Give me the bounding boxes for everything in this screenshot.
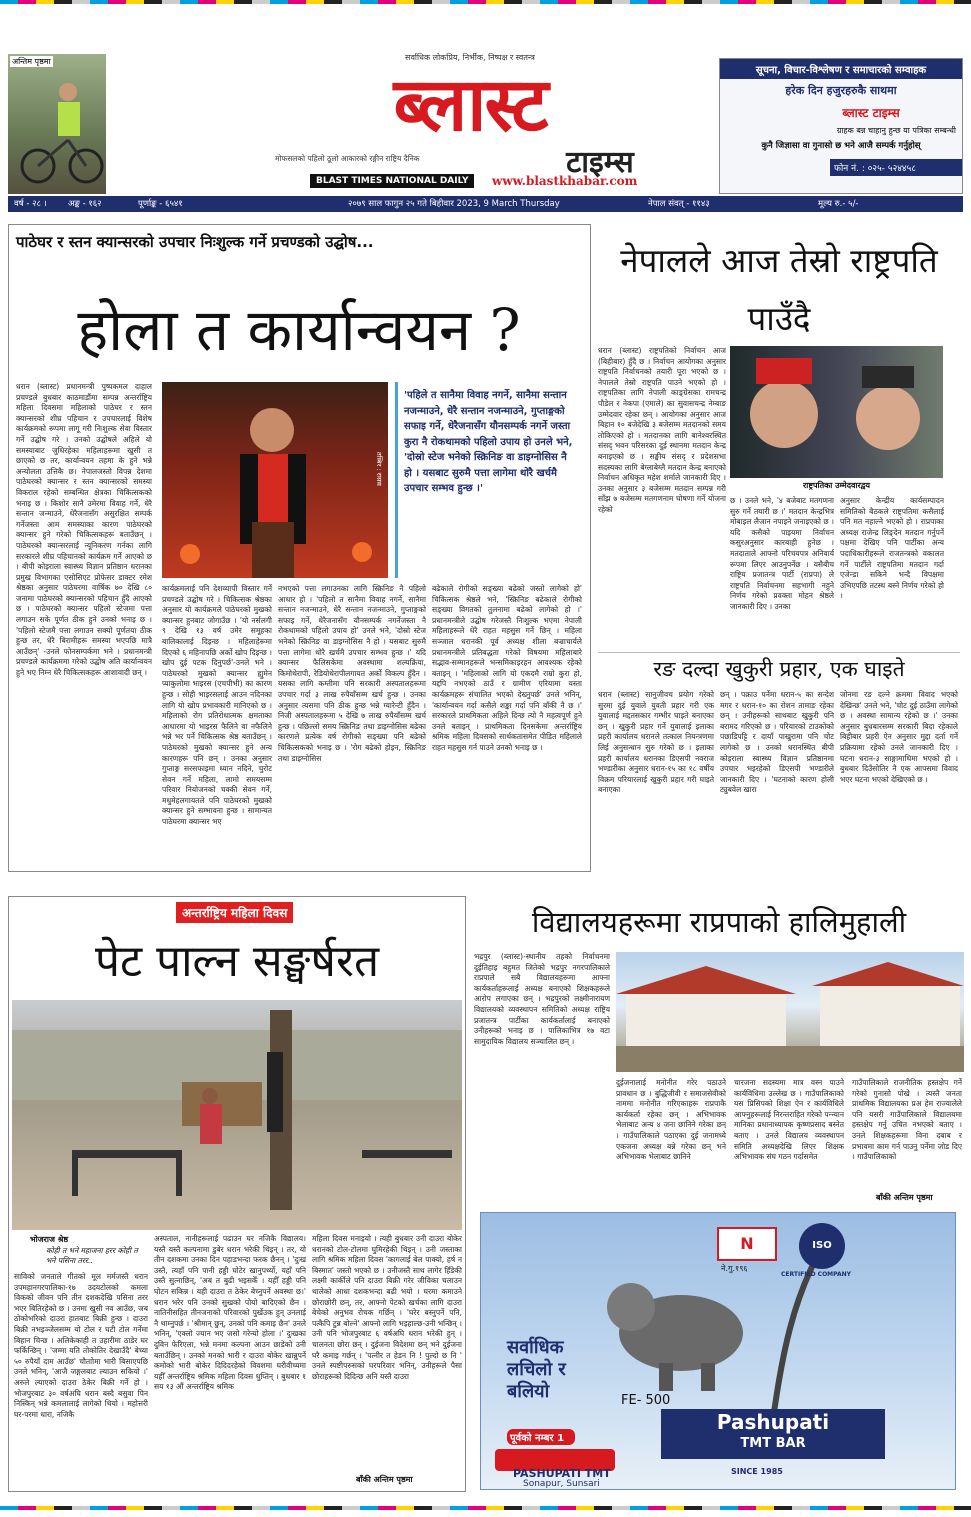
sub-ad-phone: फोन नं. : ०२५- ५२४४५८ <box>830 159 962 176</box>
badge-line: पूर्वको नम्बर <box>510 1433 554 1444</box>
school-building-illustration <box>616 952 964 1072</box>
story1-headline: होला त कार्यान्वयन ? <box>77 296 521 364</box>
masthead-logo <box>270 60 670 150</box>
story3-col3: जोनमा रङ दल्ने क्रममा विवाद भएको देखिन्छ' उनले भने, 'चोट दुई ठाउँमा लागेको छ । अवस्था सामान्य रहेको छ ।' उनका अनुसार बुधबारसम्म सरकारी बिदा रहेकाले बिहीबार प्रहरी ऐन अनुसार मुद्दा दर्ता गर्ने प्रक्रियामा रहेको उनले जानकारी दिए । घटना धरान-३ साङ्गामाथिमा भएको हो । बुधबार दिउँसोतिर नै एक आपसमा विवाद भएर घटना भएको देखिएको छ । <box>840 690 958 784</box>
badge-num: 1 <box>557 1433 565 1444</box>
dateline-price: मूल्य रु.- ५/- <box>818 199 859 209</box>
sub-ad-head: सूचना, विचार-विश्लेषण र समाचारको सम्वाहक <box>720 59 962 79</box>
story5-col1: दुईजनालाई मनोनीत गरेर पठाउने प्रावधान छ । बुद्धिजीवी र समाजसेवीको नाममा मनोनीत गरिएकाहरू राप्रपाकै कार्यकर्ता रहेका छन् । अभिभावक भेलाबाट अन्य ४ जना छानिने गरेका छन् । गाउँपालिकाले पठाएका दुई जनामध्ये एकजना अध्यक्ष बन्ने गरेका छन् भने अभिभावक भेलाबाट छानिने <box>616 1078 726 1162</box>
pashupati-logo <box>661 1409 885 1459</box>
story2-col3: अनुसार केन्द्रीय कार्यसम्पादन समितिको बैठकले राष्ट्रपतिमा कसैलाई पनि मत नहाल्ने भएको हो । राप्रपाका अध्यक्ष राजेन्द्र लिङ्देन मतदान गर्नुपर्ने पक्षमा देखिए पनि पार्टीका अन्य पदाधिकारीहरूले राजतन्त्रको वकालत गर्ने पार्टीले राष्ट्रपतिमा मतदान गर्दा एजेन्डा सकिने भन्दै विपक्षमा उभिएपछि तटस्थ बस्ने निर्णय गरेको हो । <box>840 496 944 601</box>
cyclist-photo <box>8 54 106 194</box>
story5-col-top: भद्रपुर (ब्लास्ट)-स्थानीय तहको निर्वाचनमा दुईतिहाइ बहुमत जितेको भद्रपुर नगरपालिकाले राप्रपाले सबै विद्यालयहरूमा आफ्ना कार्यकर्ताहरूलाई अध्यक्ष बनाएको शिक्षकहरूले आरोप लगाएका छन् । भद्रपुरको लक्ष्मीनारायण विद्यालयको व्यवस्थापन समितिको अध्यक्ष राष्ट्रिय प्रजातन्त्र पार्टीका कार्यकर्तालाई बनाएको उनीहरूको भनाइ छ । पालिकाभित्र १७ वटा सामुदायिक विद्यालय सञ्चालित छन् । <box>474 952 610 1046</box>
story5-col2: चारजना सदस्यमा मात्र वस्न पाउने कार्यविधिमा उल्लेख छ । गाउँपालिकाको यस प्रिसिपको शिक्षा ऐन र कार्यविधिले आफ्नुहरूलाई निरन्तराहित गरेको पन्न्यान मानिका प्रधानाध्यापक कृष्णप्रसाद बस्नेत बताए । उनले विद्यालय व्यवस्थापन समिति अध्यक्षदेखि लिएर शिक्षक अभिभावक संघ गठन गर्दासमेत <box>734 1078 844 1162</box>
story4-headline: पेट पाल्न सङ्घर्षरत <box>94 936 380 987</box>
english-name: BLAST TIMES NATIONAL DAILY <box>310 174 474 188</box>
advert-headline: सर्वाधिक लचिलो र बलियो <box>507 1337 566 1402</box>
story1-col1: धरान (ब्लास्ट) प्रधानमन्त्री पुष्पकमल दाहाल प्रचण्डले बुधबार काठमाडौंमा सम्पन्न अन्तर्राष्ट्रिय महिला दिवसमा महिलाको पाठेघर र स्तन क्यान्सरको शीघ्र पहिचान र उपचारलाई विशेष कार्यक्रमको रूपमा लागू गरी निःशुल्क सेवा विस्तार गर्ने उद्घोष गरे । उनको उद्घोषले अहिले यो समस्याबाट जुधिरहेका महिलाहरूमा खुसी त छाएको छ तर, कार्यान्वयन तहमा के हुने भन्ने अन्योलता उत्तिकै छ। नेपालजस्तो विपन्न देशमा पाठेघरको क्यान्सर र स्तन क्यान्सरको समस्या विकराल रहेको सम्बन्धित क्षेत्रका चिकित्सकको भनाइ छ । किशोर सानै उमेरमा विवाह गर्ने, धेरै सन्तान जन्माउने, धेरैजनासँग असुरक्षित सम्पर्क गर्नेजस्ता आम समस्याका कारण पाठेघरको क्यान्सर हुने गरेको चिकित्सकहरू बताउँछन् । पाठेघरको क्यान्सरलाई न्यूनिकरण गर्नका लागि सरकारले शीघ्र पहिचानको कार्यक्रम गर्ने आएको छ । बीपी कोइराला स्वास्थ्य विज्ञान प्रतिष्ठान धरानका प्रमुख विभागका एसोसिएट प्रोफेसर डाक्टर रमेश श्रेष्ठका अनुसार पाठेघरमा वार्षिक ७० देखि ८० जनामा पाठेघरको क्यान्सरको पहिचान हुँदै आएको छ । पाठेघरको क्यान्सर पहिलो स्टेजमा पत्ता लगाउन सके पूर्णत ठीक हुने उनको भनाइ छ । 'पहिलो स्टेजमै पत्ता लगाउन सक्यो पूर्णतया ठीक हुन्छ तर, धेरै बिरामीहरू समस्या भएपछि मात्रै आउँछन्' -उनले फोनसम्पर्कमा भने । प्रधानमन्त्री प्रचण्डले कार्यक्रममा गरेको उद्घोष अति कार्यान्वयन हुने भए निम्न धेरै चिकित्सकहरू आशावादी छन् । <box>16 382 152 678</box>
story1-photo <box>162 382 388 578</box>
story1-col3: नभएको पत्ता लगाउनका लागि स्क्रिनिङ नै पहिलो आधार हो । 'पहिलो त सानैमा विवाह नगर्ने, सानैमा सन्तान नजन्माउने, धेरै सन्तान नजन्माउने, गुप्ताङ्गको सफाइ गर्ने, धेरैजनासँग यौनसम्पर्क नगर्नेजस्ता नै रोकथामको पहिलो उपाय हो' उनले भने, 'दोस्रो स्टेज भनेको स्क्रिनिङ वा डाइग्नोसिस नै हो । यसबाट सुरुमै पत्ता लागेमा थोरै खर्चमै उपचार सम्भव हुन्छ ।' यदि क्यान्सर फैलिसकेमा अवस्थामा शल्यक्रिया, किमोथेरापी, रेडियोथेरापीलगायत अर्को विकल्प हुँदैन । यसका लागि कम्तीमा पनि सरकारी अस्पतालहरूमा उपचार गर्दा ३ लाख रुपैयाँसम्म खर्च हुन्छ । उनका अनुसार त्यसमा पनि ठीक हुन्छ भन्ने ग्यारेन्टी हुँदैन । निजी अस्पतालहरूमा ५ देखि ७ लाख रुपैयाँसम्म खर्च हुन्छ । पछिल्लो समय स्क्रिनिङ तथा डाइग्नोसिस बढेका कारणले प्रत्येक वर्ष रोगीको सङ्ख्या पनि बढेको चिकित्सकको भनाइ छ । 'रोग बढेको होइन, स्क्रिनिङ तथा डाइग्नोसिस <box>278 584 426 763</box>
story2-photo-caption: राष्ट्रपतिका उम्मेदवारद्वय <box>802 481 871 490</box>
registration-strip-bottom <box>0 1506 971 1510</box>
dateline-issue: अङ्क - १६२ <box>68 199 102 209</box>
dateline-total: पूर्णाङ्क - ६५४१ <box>138 199 183 209</box>
story4-photo <box>12 1000 462 1230</box>
story3-headline: रङ दल्दा खुकुरी प्रहार, एक घाइते <box>598 652 960 685</box>
woman-firewood-illustration <box>12 1000 462 1230</box>
story4-byline: भोजराज श्रेष्ठ <box>30 1235 69 1244</box>
elephant-illustration <box>601 1263 761 1393</box>
pashupati-advert[interactable] <box>480 1212 956 1490</box>
brand-name: Pashupati <box>716 1410 830 1434</box>
company-location: Sonapur, Sunsari <box>523 1479 600 1489</box>
site-url[interactable]: www.blastkhabar.com <box>492 174 638 188</box>
dateline-nepal-sambat: नेपाल संवत् - ११४३ <box>648 199 710 209</box>
story4-col1: साविको जनताले गीतको मूल मर्मजस्तै धरान उपमहानगरपालिका-१७ उदयटोलको कमला विकको जीवन पनि तीन दशकदेखि पसिना तरर भएर बितिरहेको छ । उनमा खुसी नव आउँछ, जब ठोकोभरिको दाउरा हातबाट बिक्री हुन्छ । दाउरा बिक्री नभइञ्जेलसम्म यो टोल र घटी टोल गर्नेमा बिहान चिन्छ । अलिकेकाही त उहारीमा ठाडेर घर फर्किन्छिन् । 'जम्मा यति तोकोतिर देखाउँदै' बेच्या ५० रुपैयाँ दाम आउँछ' चौताोमा भारी बिसाएपछि उनले भनिन्, 'आजै जङ्गलबाट ल्याउन सकियो ।' अरुले ल्याएको दाउरा ठेकेर बिक्री गर्ने हो । भोजपुरबाट ३० वर्षअघि धरान बस्दै बसुवा पिन निस्किन् भन्ने कमलालाई लागेको थियो । महोत्तरी घर-परमा धारा, नजिकै <box>14 1272 148 1419</box>
story1-photo-credit: तस्बिर : रासस <box>375 452 383 486</box>
registration-strip-top <box>0 0 971 4</box>
story2-photo <box>730 346 943 478</box>
company-name: PASHUPATI TMT <box>513 1467 611 1480</box>
story4-col3: महिला दिवस मनाइयो । त्यही बुधबार उनी दाउरा बोकेर धरानको टोल-टोलमा घुमिरहेकी थिइन् । उनी जस्ताका लागि श्रमिक महिला दिवस 'कागलाई बेल पाक्यो, हर्ष न बिस्मात' जस्तो भएको छ । उनीजस्तै साथ लागेर हिँडेकी लक्ष्मी कार्कीले पनि दाउरा बिक्री गरेर जीविका चलाउन थालेको आधा दशकभन्दा बढी भयो । घरमा कमाउने छोराछोरी छन्, तर, आफ्नो पेटको खर्चका लागि दाउरा बेचेको अनुभव रोचक गर्छिन् । 'घरेर बस्नुपर्ने पनि, पत्कैपि टुन्न बोल्ने' आफ्नो लागि भइहाल्छ-उनी भन्छिन् । उनी पनि भोजपुरबाट ६ वर्षअघि धरान भरेकी हुन् । चालनता छोरा छन् । दुईजना विदेशमा छन् भने दुईजना घरै कमाइ गर्छन् । 'पत्नीर त हेडन नि ! पुल्दो छ नि ' उनले स्पष्टीपरुसको घरपरिवार भनिन्, उनीहरूले पैसा छोराहरूको दिदिन्छ अनि यस्तै दाउरा <box>312 1234 462 1381</box>
cyclist-illustration <box>8 54 106 194</box>
story5-photo <box>616 952 964 1072</box>
story2-headline: नेपालले आज तेस्रो राष्ट्रपति पाउँदै <box>620 241 938 338</box>
masthead-tagline-bottom: मोफसलको पहिलो ठूलो आकारको रङ्गीन राष्ट्रिय दैनिक <box>275 154 420 163</box>
story2-col2: छ । उनले भने, '४ बजेबाट मतगणना सुरु गर्ने तयारी छ ।' मतदान केन्द्रभित्र मोबाइल लैजान नपाइने जनाइएको छ । यदि कसैको पाइयमा निर्वाचन कसुरअनुसार कारबाही हुनेछ । मतदाताले आफ्नो परिचयपत्र अनिवार्य रूपमा लिएर आउनुपर्नेछ । यसैबीच राष्ट्रिय प्रजातन्त्र पार्टी (राप्रपा) ले राष्ट्रपति निर्वाचनमा सहभागी नहुने निर्णय गरेको प्रवक्ता मोहन श्रेष्ठले जानकारी दिए । उनका <box>730 496 834 611</box>
brand-sub: TMT BAR <box>740 1436 806 1451</box>
sub-ad-line3: कुनै जिज्ञासा वा गुनासो छ भने आजै सम्पर्क गर्नुहोस् <box>761 141 921 151</box>
story2-col1: धरान (ब्लास्ट) राष्ट्रपतिको निर्वाचन आज (बिहीबार) हुँदै छ । निर्वाचन आयोगका अनुसार राष्ट्रपति निर्वाचनको तयारी पूरा भएको छ । नेपालले तेस्रो राष्ट्रपति पाउने भएको हो । राष्ट्रपतिका लागि नेपाली काङ्ग्रेसका रामचन्द्र पौडेल र नेकपा (एमाले) का सुवासचन्द्र नेम्बाङ उम्मेदवार रहेका छन् । आयोगका अनुसार आज बिहान १० बजेदेखि ३ बजेसम्म मतदानको समय तोकिएको हो । मतदानका लागि बानेश्वरस्थित संसद् भवन परिसरका दुई स्थानमा मतदान केन्द्र बनाइएको छ । सङ्घीय संसद् र प्रदेशसभा सदस्यका लागि बेग्लाबेग्लै मतदान केन्द्र बनाएको निर्वाचन अधिकृत महेश शर्माले जानकारी दिए । उनका अनुसार ३ बजेसम्म मतदान सम्पन्न गरी साँझ ७ बजेसम्म मतगणनाम घोषणा गर्ने योजना रहेको <box>598 346 726 514</box>
sub-ad-line1: हरेक दिन हजुरहरुकै साथमा <box>785 84 897 97</box>
story4-label: अन्तर्राष्ट्रिय महिला दिवस <box>176 902 293 923</box>
story1-kicker: पाठेघर र स्तन क्यान्सरको उपचार निःशुल्क गर्ने प्रचण्डको उद्घोष... <box>16 233 374 251</box>
story3-col2: छन् । पक्राउ पर्नेमा धरान-५ का सन्देश मगर र धरान-१० का रोशन तामाङ रहेका छन् । उनीहरूको साथबाट खुकुरी पनि बरामद गरिएको छ । परियारको टाउकोको पछाडिपट्टि र दायाँ पाखुरामा पनि चोट लागेको छ । उनको धरानस्थित बीपी कोइराला स्वास्थ्य विज्ञान प्रतिष्ठानमा उपचार भइरहेको डिएसपी भण्डारीले जानकारी दिए । 'घटनाको कारण होली ट्युबवेल खारा <box>720 690 834 795</box>
since-label: SINCE 1985 <box>731 1467 783 1476</box>
story3-col1: धरान (ब्लास्ट) सानुजीवच प्रयोग गरेको सुरमा दुई युवाले युवती प्रहार गरी एक युवालाई मद्दतसकार गम्भीर घाइते बनाएका छन् । खुकुरी प्रहार गर्ने युवालाई इलाका प्रहरी कार्यालय धरानले तत्काल नियन्त्रणमा लिई अनुसन्धान सुरु गरेको छ । इलाका प्रहरी कार्यालय धरानका डिएसपी नवराज भण्डारीका अनुसार धरान-१५ का १८ वर्षीय विक्रम परियारलाई खुकुरी प्रहार गरी घाइते बनाएका <box>598 690 714 795</box>
dateline-year: वर्ष - २८ । <box>14 199 47 209</box>
logo-subtitle: टाइम्स <box>566 145 634 180</box>
prime-minister-illustration <box>162 382 388 578</box>
story1-pull-quote: 'पहिले त सानैमा विवाह नगर्ने, सानैमा सन्तान नजन्माउने, धेरै सन्तान नजन्माउने, गुप्ताङ्गको सफाइ गर्ने, धेरैजनासँग यौनसम्पर्क नगर्ने जस्ता कुरा नै रोकथामको पहिलो उपाय हो उनले भने, 'दोस्रो स्टेज भनेको स्क्रिनिङ वा डाइग्नोसिस नै हो । यसबाट सुरुमै पत्ता लागेमा थोरै खर्चमै उपचार सम्भव हुन्छ ।' <box>395 382 583 578</box>
story1-col2: कार्यक्रमलाई पनि देशव्यापी विस्तार गर्ने प्रचण्डले उद्घोष गरे । चिकित्सक श्रेष्ठका अनुसार यो कार्यक्रमले पाठेघरको मुखको क्यान्सर हुनबाट जोगाउँछ । 'यो नर्सलगी ९ देखि १३ वर्ष उमेर समूहका बालिकालाई दिइन्छ । महिलाहेरूमा दिएको ६ महिनापछि अर्को खोप दिइन्छ । खोप दुई पटक दिनुपर्छ'-उनले भने । पाठेघरको मुखको क्यान्सर ह्युमेन प्याकुलोमा भाइरस (एचपीभी) का कारण हुन्छ । सोही भाइरसलाई आउन नदिनका लागि यो खोप प्रभावकारी मानिएको छ । महिलाको रोग प्रतिरोधात्मक क्षमताका आधारमा यो भाइरस फैलिने वा नफैलिने भन्ने भर पर्ने चिकित्सक श्रेष्ठ बताउँछन् । पाठेघरको मुखको क्यान्सर हुने अन्य कारणहरू पनि छन् । उनका अनुसार गुप्ताङ्ग सरसफाइमा ध्यान नदिने, चुरोट सेवन गर्ने महिला, लामो समयसम्म परिवार नियोजनको चक्की सेवन गर्ने, मधुमेहलगायतले पनि पाठेघरको मुखको क्यान्सर हुने सम्भावना हुन्छ । सामान्यत पाठेघरमा क्यान्सर भए <box>162 584 272 827</box>
iso-badge: ISO <box>799 1223 845 1269</box>
east-number-label <box>507 1429 575 1445</box>
sub-ad-line2: ग्राहक बन्न चाहानु हुन्छ या पत्रिका सम्बन्धी <box>836 126 956 135</box>
subscription-ad <box>719 58 963 194</box>
masthead-tagline-top: सर्वाधिक लोकप्रिय, निर्भीक, निष्पक्ष र स्वतन्त्र <box>405 53 535 62</box>
logo-title: ब्लास्ट <box>393 62 547 148</box>
ns-mark: ने.गु.१९६ <box>721 1264 748 1273</box>
story4-poem: कोही त भने महाजना हरर कोही त भने पसिना तरर.. <box>46 1246 138 1265</box>
certified-label: CERTIFIED COMPANY <box>781 1271 852 1278</box>
story4-col2: अस्पताल, नानीहरूलाई पढाउन घर नजिकै विद्यालय। यस्तै यस्तै कल्पनामा डुबेर धरान भरेकी थिइन् । तर, यो तीन दशकमा उनका दिन पहाडभन्दा फरक छैनन् । 'दुःख उस्तै, त्यहाँ पनि पानी हड्डी घोटेर खानुपर्थ्यो, यहाँ पनि उस्तै सुत्नाछिन्, 'अब त बुढी भइसकेँ । यहीँ हड्डी पनि घोटन सकिन्न । यही दाउरा त ठेकेर बेच्नुपर्ने अवस्था छ।' धरान भरेर पनि उनको सुखको पोयो बादिएको छैन । नातिनीसहित तीनजनाको परिवारको पुर्खेउक हुन् उनलाई नै थाम्नुपर्छ । 'श्रीमान् छुन्, उनको पनि कमाइ छैन' उनले भनिन्, 'एक्लो ज्यान भए जसो गरेन्यो होला ।' दुःखका दुविन फेरिएला, भन्ने मनमा कल्पना आउन छाडेको उनी बताउँछिन् । उनको मनको भारी र दाउरा बोकेर खान्नुपर्ने कमोको भारी बोकेर दिदिदरहेको विवशमा घरीवीच्यमा यहीँ अन्तर्राष्ट्रिय श्रमिक महिला दिवस धुप्तिन् । बुधबार १ सय १३ औं अन्तर्राष्ट्रिय श्रमिक <box>154 1234 306 1392</box>
story5-col3: गाउँपालिकाले राजनीतिक हस्तक्षेप गर्ने गरेको गुनासो पोखे । त्यस्तै जनता प्राथमिक विद्यालयका प्रअ हेम राज्यालेले पनि यसरी गाउँपालिकाले विद्यालयमा हस्तक्षेप गर्नु उचित नभएको बताए । उनले शिक्षकहरूमा विना दबाब र प्रभावमा काम गर्न पाउनु पर्नेमा जोड दिए । गाउँपालिकाको <box>852 1078 962 1162</box>
story5-headline: विद्यालयहरूमा राप्रपाको हालिमुहाली <box>531 905 907 939</box>
story5-continued[interactable]: बाँकी अन्तिम पृष्ठमा <box>876 1193 933 1202</box>
dateline-date: २०७९ साल फागुन २५ गते बिहीवार 2023, 9 March Thursday <box>348 199 560 209</box>
story1-col4: बढेकाले रोगीको सङ्ख्या बढेको जस्तो लागेको हो' चिकित्सक श्रेष्ठले भने, 'स्क्रिनिङ बढेकाले रोगीको सङ्ख्या विगतको तुलनामा बढेको लागेको हो ।' प्रधानमन्त्रीले उद्घोष गरेजस्तै निःशुल्क भएमा नेपाली महिलाहरूले धेरै राहत महसुस गर्ने छिन् । महिला सञ्जाल धरानकी पूर्व अध्यक्ष शीला बज्राचार्यले प्रधानमन्त्रीले प्रतिबद्धता गरेको विषयमा महिलाबारे सद्भाव-सम्मानहरूले भन्समिकाइरहन आवश्यक रहेको बताइन् । 'महिलाको लागि यो एकदमै राम्रो कुरा हो, यद्दपि नभएको ठाउँ र ग्रामीण एरियामा यस्ता कार्यक्रमहरू संचालित भएको देख्नुपर्छ' उनले भनिन्, 'कार्यान्वयन गर्दा कसैले शङ्का गर्दा पनि बाँकी नै छ ।' सरकारले प्राथमिकता अहिले दिन्छ त्यो नै महत्वपूर्ण हुने उनले बताइन् । प्राथमिकता दिनसकेमा अन्तर्राष्ट्रिय श्रमिक महिला दिवसको सार्थकतासमेत पीडित महिलाले राहत महसुस गर्न पाउने उनको भनाइ छ । <box>432 584 582 752</box>
candidates-illustration <box>730 346 943 478</box>
last-page-label: अन्तिम पृष्ठमा <box>12 57 51 66</box>
masthead-left-photo <box>8 54 106 194</box>
story4-continued[interactable]: बाँकी अन्तिम पृष्ठमा <box>356 1475 413 1484</box>
product-code: FE- 500 <box>621 1393 671 1408</box>
dateline-bar <box>8 196 963 212</box>
sub-ad-brand: ब्लास्ट टाइम्स <box>842 106 900 120</box>
ns-logo: N <box>717 1227 777 1261</box>
